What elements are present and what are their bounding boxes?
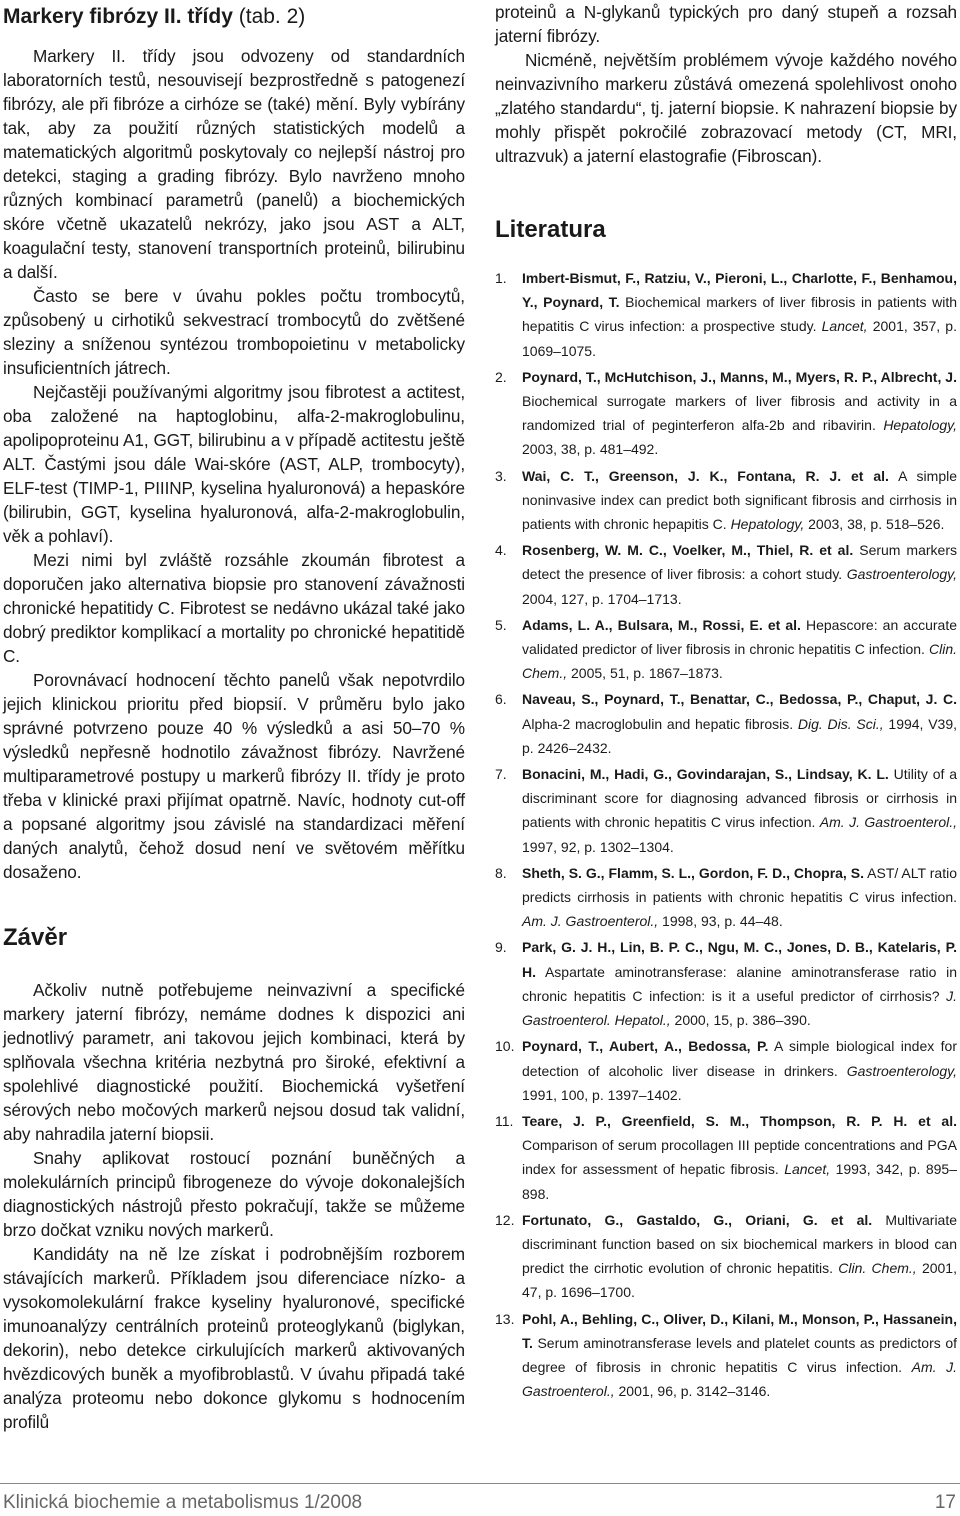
reference-details: 2003, 38, p. 481–492. (522, 441, 659, 458)
paragraph: Nejčastěji používanými algoritmy jsou fibrotest a actitest, oba založené na haptoglobinu, alfa-2-makroglobulinu, apolipoproteinu A1, GGT, bilirubinu a v případě actitestu ještě ALT. Častými jsou dále Wai-skóre (AST, ALP, trombocyty), ELF-test (TIMP-1, PIIINP, kyselina hyaluronová) a hepaskóre (bilirubin, GGT, kyselina hyaluronová, alfa-2-makroglobulin, věk a pohlaví). (3, 382, 465, 546)
heading-table-ref: (tab. 2) (232, 5, 306, 28)
reference-journal: Gastroenterology, (846, 566, 957, 583)
heading-main: Markery fibrózy II. třídy (3, 5, 233, 28)
paragraph: Markery II. třídy jsou odvozeny od standardních laboratorních testů, nesouvisejí bezprostředně s patogenezí fibrózy, ale při fibróze a cirhóze se (také) mění. Byly vybírány tak, aby za použití různých statistických modelů a matematických algoritmů poskytovaly co nejlepší nástroj pro detekci, staging a grading fibrózy. Bylo navrženo mnoho různých kombinací parametrů (panelů) a biochemických skóre včetně ukazatelů nekrózy, jako jsou AST a ALT, koagulační testy, stanovení transportních proteinů, bilirubinu a další. (3, 46, 465, 282)
paragraph: Často se bere v úvahu pokles počtu trombocytů, způsobený u cirhotiků sekvestrací trombocytů do zvětšené sleziny a sníženou syntézou trombopoietinu v metabolicky insuficientních játrech. (3, 286, 465, 378)
reference-authors: Adams, L. A., Bulsara, M., Rossi, E. et al. (522, 616, 801, 633)
reference-item (495, 687, 957, 760)
reference-item (495, 1034, 957, 1107)
reference-item (495, 613, 957, 686)
paragraph: Ačkoliv nutně potřebujeme neinvazivní a specifické markery jaterní fibrózy, nemáme dodnes k dispozici ani jednotlivý parametr, ani takovou jejich kombinaci, která by splňovala všechna kritéria nezbytná pro široké, efektivní a spolehlivé diagnostické použití. Biochemická vyšetření sérových nebo močových markerů nejsou dosud tak validní, aby nahradila jaterní biopsii. (3, 980, 465, 1144)
reference-number: 8. (495, 864, 507, 881)
reference-authors: Wai, C. T., Greenson, J. K., Fontana, R. J. et al. (522, 467, 889, 484)
reference-details: 2001, 96, p. 3142–3146. (614, 1383, 771, 1400)
reference-number: 10. (495, 1038, 515, 1055)
reference-item (495, 266, 957, 363)
right-column (495, 0, 957, 1405)
reference-title: Aspartate aminotransferase: alanine aminotransferase ratio in chronic hepatitis C infection: is it a useful predictor of cirrhosis? (522, 963, 957, 1004)
reference-journal: Dig. Dis. Sci., (797, 715, 884, 732)
reference-details: 1994, V39, p. 2426–2432. (522, 715, 957, 756)
paragraph: Porovnávací hodnocení těchto panelů však nepotvrdilo jejich klinickou prioritu před biopsií. V průměru bylo jako správné potvrzeno pouze 40 % výsledků a asi 50–70 % výsledků nepřesně hodnotilo závažnost fibrózy. Navržené multiparametrové postupy u markerů fibrózy II. třídy je proto třeba v klinické praxi přijímat opatrně. Navíc, hodnoty cut-off a popsané algoritmy jsou závislé na standardizaci měření daných analytů, čehož dosud není ve světovém měřítku dosaženo. (3, 670, 465, 882)
reference-authors: Poynard, T., Aubert, A., Bedossa, P. (522, 1038, 769, 1055)
reference-title: Utility of a discriminant score for diagnosing advanced fibrosis or cirrhosis in patients with chronic hepatitis C virus infection. (522, 766, 957, 831)
reference-details: 2001, 357, p. 1069–1075. (522, 318, 957, 359)
reference-details: 1997, 92, p. 1302–1304. (522, 838, 674, 855)
reference-journal: J. Gastroenterol. Hepatol., (522, 987, 957, 1029)
reference-journal: Hepatology, (883, 417, 957, 434)
reference-details: 2000, 15, p. 386–390. (670, 1012, 811, 1029)
literature-heading: Literatura (495, 216, 606, 243)
reference-details: 1991, 100, p. 1397–1402. (522, 1086, 682, 1103)
reference-number: 1. (495, 270, 507, 286)
reference-details: 1993, 342, p. 895–898. (522, 1161, 957, 1202)
reference-journal: Am. J. Gastroenterol., (819, 814, 957, 831)
paragraph: proteinů a N-glykanů typických pro daný stupeň a rozsah jaterní fibrózy. (495, 2, 957, 46)
reference-number: 3. (495, 467, 507, 484)
reference-item (495, 1109, 957, 1206)
reference-title: AST/ ALT ratio predicts cirrhosis in patients with chronic hepatitis C virus infection. (522, 864, 957, 906)
paragraph: Snahy aplikovat rostoucí poznání buněčných a molekulárních principů fibrogeneze do vývoje dokonalejších diagnostických nástrojů přesto pokračují, takže se můžeme brzo dočkat vzniku nových markerů. (3, 1148, 465, 1240)
reference-authors: Pohl, A., Behling, C., Oliver, D., Kilani, M., Monson, P., Hassanein, T. (522, 1310, 957, 1351)
reference-number: 7. (495, 766, 507, 783)
reference-item (495, 1307, 957, 1404)
page-number: 17 (934, 1492, 956, 1513)
reference-journal: Clin. Chem., (522, 641, 957, 682)
reference-journal: Am. J. Gastroenterol., (522, 1358, 957, 1400)
reference-number: 9. (495, 939, 507, 956)
reference-journal: Lancet, (821, 318, 868, 335)
reference-number: 11. (495, 1112, 514, 1129)
reference-title: A simple noninvasive index can predict both significant fibrosis and cirrhosis in patients with chronic hepapitis C. (522, 467, 957, 533)
reference-authors: Park, G. J. H., Lin, B. P. C., Ngu, M. C., Jones, D. B., Katelaris, P. H. (522, 939, 957, 980)
reference-number: 6. (495, 691, 507, 708)
reference-journal: Am. J. Gastroenterol., (522, 913, 659, 930)
reference-title: Comparison of serum procollagen III peptide concentrations and PGA index for assessment of hepatic fibrosis. (522, 1137, 957, 1178)
reference-item (495, 861, 957, 934)
reference-title: Biochemical markers of liver fibrosis in patients with hepatitis C virus infection: a prospective study. (522, 294, 957, 335)
reference-details: 2005, 51, p. 1867–1873. (567, 665, 723, 682)
reference-item (495, 762, 957, 859)
reference-list (495, 266, 957, 1403)
reference-number: 5. (495, 616, 507, 633)
paragraph: Nicméně, největším problémem vývoje každého nového neinvazivního markeru zůstává omezená spolehlivost onoho „zlatého standardu“, tj. jaterní biopsie. K nahrazení biopsie by mohly přispět pokročilé zobrazovací metody (CT, MRI, ultrazvuk) a jaterní elastografie (Fibroscan). (495, 50, 957, 166)
reference-authors: Imbert-Bismut, F., Ratziu, V., Pieroni, L., Charlotte, F., Benhamou, Y., Poynard, T. (522, 270, 957, 311)
reference-number: 13. (495, 1310, 515, 1327)
paragraph: Mezi nimi byl zvláště rozsáhle zkoumán fibrotest a doporučen jako alternativa biopsie pro stanovení závažnosti chronické hepatitidy C. Fibrotest se nedávno ukázal také jako dobrý prediktor komplikací a mortality po chronické hepatitidě C. (3, 550, 465, 666)
reference-number: 12. (495, 1211, 515, 1228)
reference-number: 4. (495, 542, 507, 559)
conclusion-heading: Závěr (3, 924, 68, 951)
reference-item (495, 538, 957, 611)
reference-details: 1998, 93, p. 44–48. (658, 913, 783, 930)
reference-authors: Naveau, S., Poynard, T., Benattar, C., Bedossa, P., Chaput, J. C. (522, 691, 957, 708)
reference-authors: Fortunato, G., Gastaldo, G., Oriani, G. et al. (522, 1211, 873, 1228)
left-column (3, 0, 465, 1434)
section-heading-markers-class-2 (3, 4, 465, 30)
reference-details: 2003, 38, p. 518–526. (804, 516, 945, 533)
footer-journal-name: Klinická biochemie a metabolismus 1/2008 (3, 1492, 363, 1513)
reference-authors: Sheth, S. G., Flamm, S. L., Gordon, F. D., Chopra, S. (522, 864, 864, 881)
reference-item (495, 365, 957, 462)
reference-authors: Rosenberg, W. M. C., Voelker, M., Thiel, R. et al. (522, 542, 854, 559)
reference-details: 2004, 127, p. 1704–1713. (522, 590, 682, 607)
reference-item (495, 464, 957, 537)
reference-item (495, 935, 957, 1032)
reference-number: 2. (495, 368, 507, 385)
reference-journal: Lancet, (784, 1161, 831, 1178)
footer-divider (0, 1483, 960, 1484)
reference-journal: Clin. Chem., (838, 1260, 917, 1277)
reference-authors: Poynard, T., McHutchison, J., Manns, M., Myers, R. P., Albrecht, J. (522, 368, 957, 385)
reference-title: Multivariate discriminant function based on six biochemical markers in blood can predict the cirrhotic evolution of chronic hepatitis. (522, 1211, 958, 1277)
reference-title: A simple biological index for detection of alcoholic liver disease in drinkers. (522, 1038, 957, 1079)
reference-title: Biochemical surrogate markers of liver fibrosis and activity in a randomized trial of peginterferon alfa-2b and ribavirin. (522, 393, 957, 434)
reference-title: Serum aminotransferase levels and platelet counts as predictors of degree of fibrosis in chronic hepatitis C virus infection. (522, 1334, 957, 1375)
reference-authors: Teare, J. P., Greenfield, S. M., Thompson, R. P. H. et al. (522, 1112, 957, 1129)
reference-authors: Bonacini, M., Hadi, G., Govindarajan, S., Lindsay, K. L. (522, 766, 889, 783)
paragraph: Kandidáty na ně lze získat i podrobnějším rozborem stávajících markerů. Příkladem jsou diferenciace nízko- a vysokomolekulární frakce kyseliny hyaluronové, specifické imunoanalýzy centrálních proteinů proteoglykanů (biglykan, dekorin), nebo detekce cirkulujících markerů aktivovaných hvězdicových buněk a myofibroblastů. V úvahu připadá také analýza proteomu nebo dokonce glykomu s hodnocením profilů (3, 1244, 465, 1432)
reference-item (495, 1208, 957, 1305)
reference-title: Serum markers detect the presence of liver fibrosis: a cohort study. (522, 542, 957, 583)
reference-title: Hepascore: an accurate validated predictor of liver fibrosis in chronic hepatitis C infection. (522, 616, 958, 658)
reference-details: 2001, 47, p. 1696–1700. (522, 1260, 957, 1301)
reference-journal: Gastroenterology, (846, 1062, 957, 1079)
reference-title: Alpha-2 macroglobulin and hepatic fibrosis. (522, 715, 798, 732)
reference-journal: Hepatology, (730, 516, 805, 533)
